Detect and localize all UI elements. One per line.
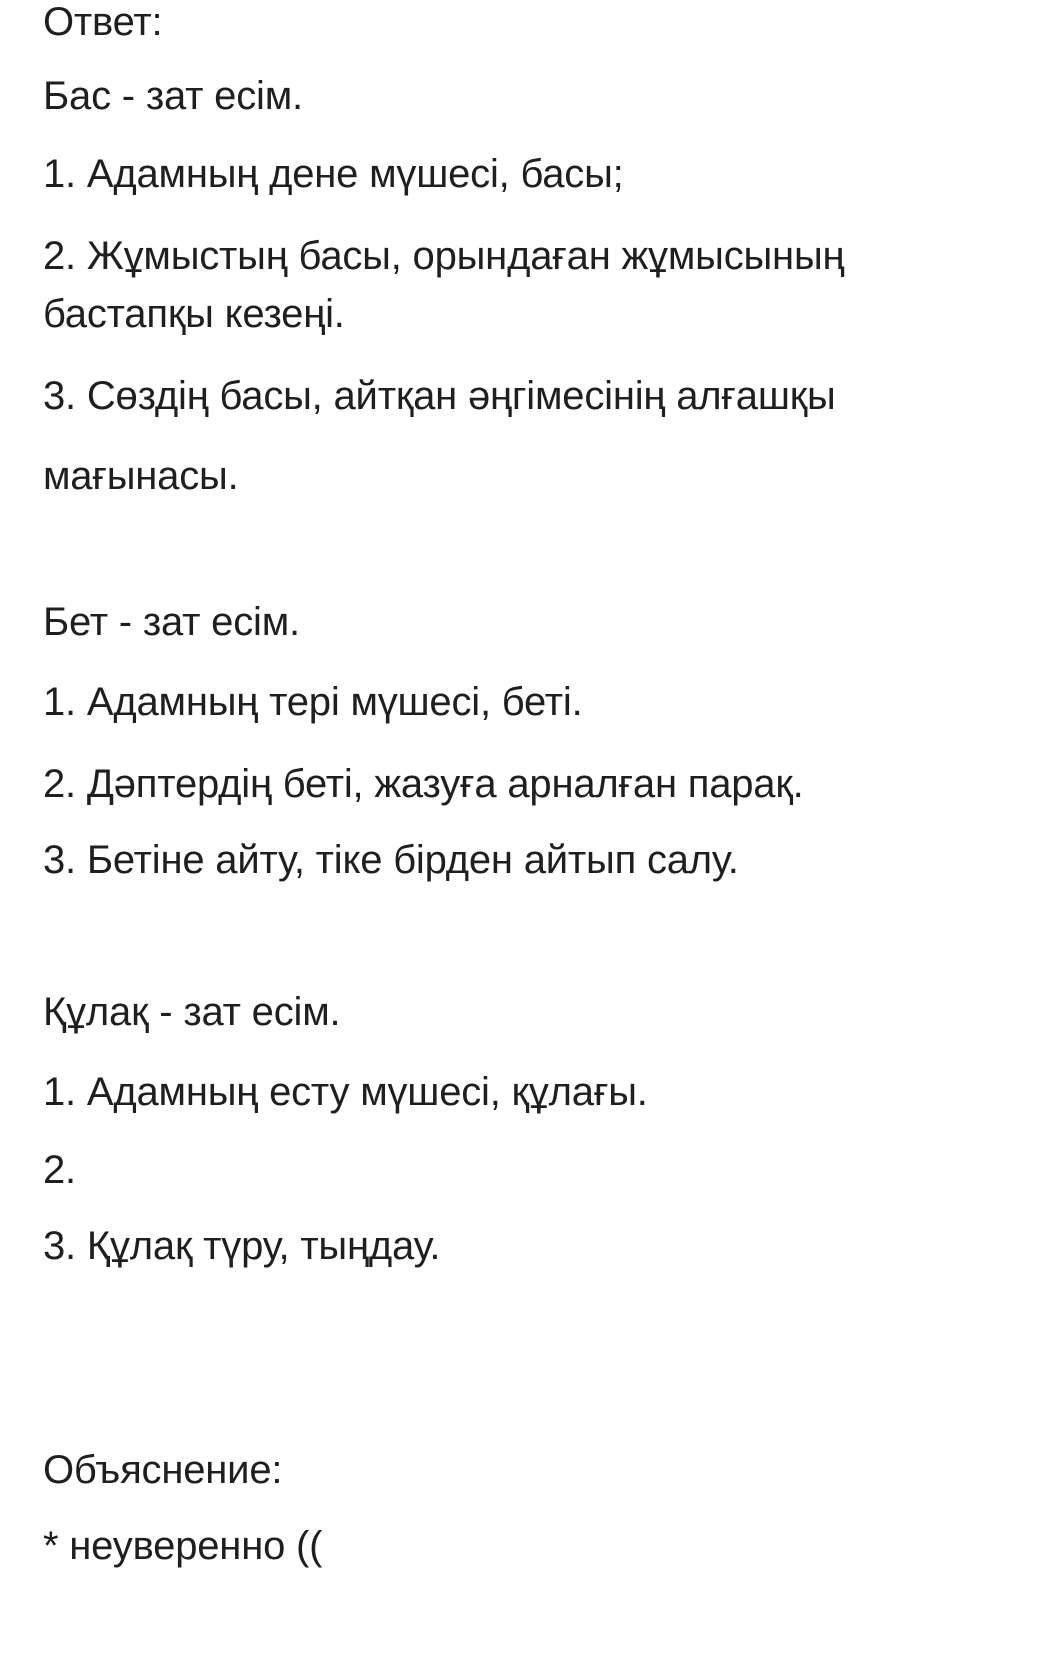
qulaq-item-2: 2. — [43, 1148, 76, 1192]
bas-item-1: 1. Адамның дене мүшесі, басы; — [43, 152, 624, 196]
explanation-header: Объяснение: — [43, 1448, 283, 1492]
qulaq-title: Құлақ - зат есім. — [43, 990, 341, 1034]
bas-item-2-line-1: 2. Жұмыстың басы, орындаған жұмысының — [43, 234, 845, 278]
qulaq-item-3: 3. Құлақ түру, тыңдау. — [43, 1224, 441, 1268]
explanation-note: * неуверенно (( — [43, 1524, 323, 1568]
bas-title: Бас - зат есім. — [43, 74, 303, 118]
bet-title: Бет - зат есім. — [43, 600, 300, 644]
bas-item-2-line-2: бастапқы кезеңі. — [43, 292, 345, 336]
answer-header: Ответ: — [43, 0, 163, 44]
bet-item-3: 3. Бетіне айту, тіке бірден айтып салу. — [43, 838, 739, 882]
bas-item-3-line-1: 3. Сөздің басы, айтқан әңгімесінің алғашқы — [43, 374, 836, 418]
bet-item-1: 1. Адамның тері мүшесі, беті. — [43, 680, 583, 724]
qulaq-item-1: 1. Адамның есту мүшесі, құлағы. — [43, 1070, 648, 1114]
bet-item-2: 2. Дәптердің беті, жазуға арналған парақ. — [43, 762, 804, 806]
bas-item-3-line-2: мағынасы. — [43, 454, 239, 498]
